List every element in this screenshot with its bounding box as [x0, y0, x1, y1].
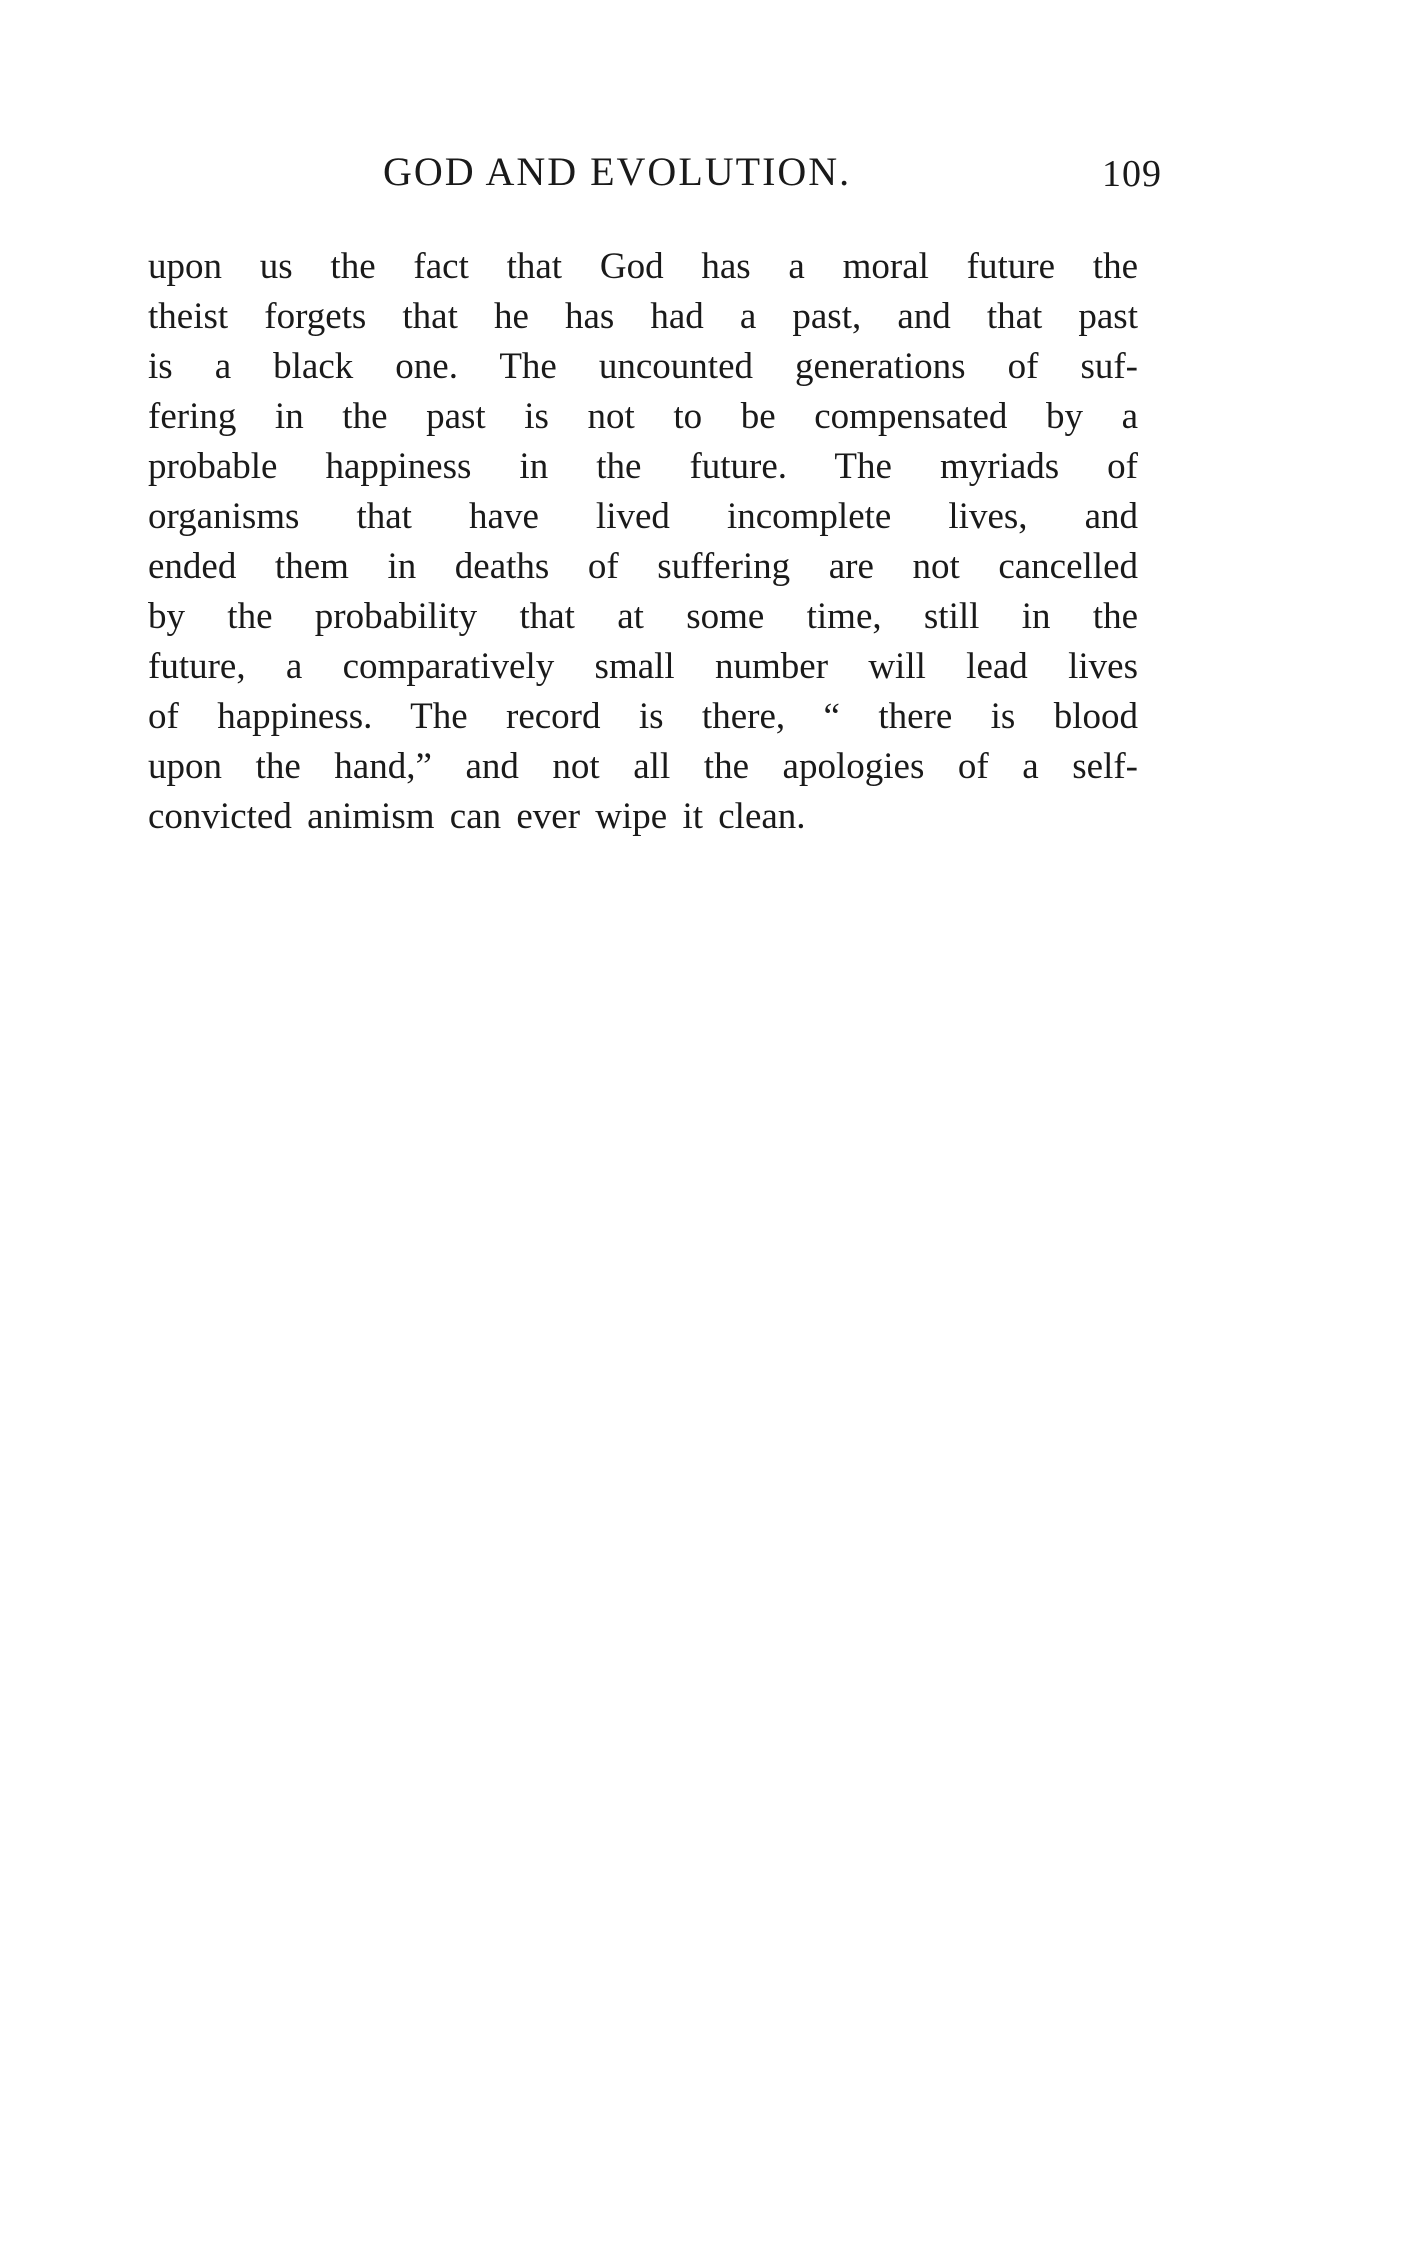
page-number: 109	[1102, 153, 1162, 195]
text-line: upon the hand,” and not all the apologies of a self-	[148, 746, 1138, 787]
text-line: fering in the past is not to be compensated by a	[148, 396, 1138, 437]
text-line: future, a comparatively small number will lead lives	[148, 646, 1138, 687]
body-paragraph	[148, 242, 1138, 842]
text-line: is a black one. The uncounted generations of suf-	[148, 346, 1138, 387]
text-line: probable happiness in the future. The myriads of	[148, 446, 1138, 487]
text-line: by the probability that at some time, still in the	[148, 596, 1138, 637]
text-line: of happiness. The record is there, “ there is blood	[148, 696, 1138, 737]
running-head	[148, 148, 1162, 200]
text-line: theist forgets that he has had a past, and that past	[148, 296, 1138, 337]
text-line: upon us the fact that God has a moral future the	[148, 246, 1138, 287]
running-title: GOD AND EVOLUTION.	[383, 149, 852, 194]
text-line: organisms that have lived incomplete lives, and	[148, 496, 1138, 537]
text-line: ended them in deaths of suffering are not cancelled	[148, 546, 1138, 587]
text-line-last: convicted animism can ever wipe it clean.	[148, 796, 806, 837]
